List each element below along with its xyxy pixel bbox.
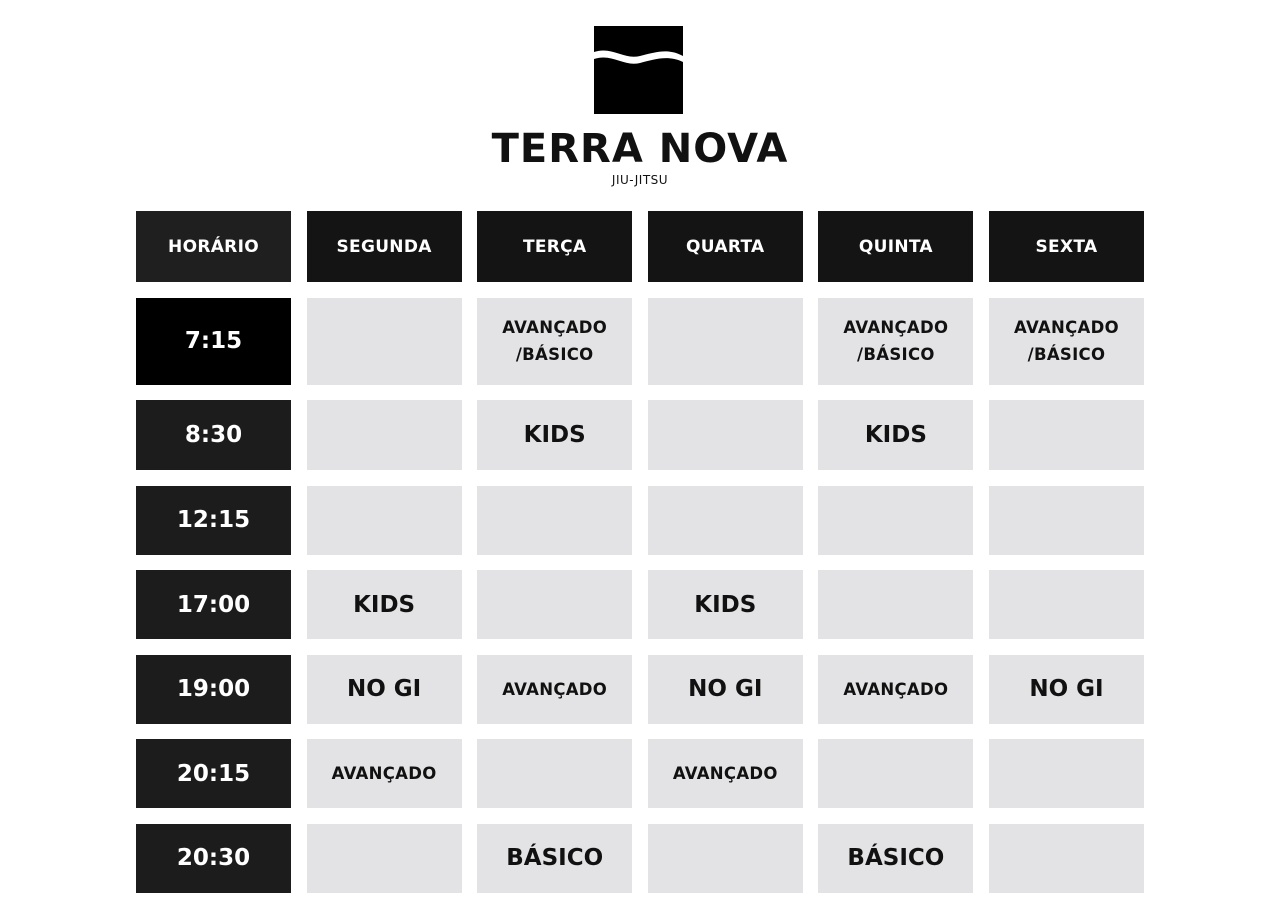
schedule-cell	[818, 486, 973, 555]
schedule-cell	[989, 570, 1144, 639]
schedule-cell: BÁSICO	[477, 824, 632, 893]
schedule-cell: NO GI	[989, 655, 1144, 724]
brand-name: TERRA NOVA	[491, 126, 789, 172]
schedule-cell: KIDS	[818, 400, 973, 470]
schedule-cell	[307, 400, 462, 470]
schedule-cell: AVANÇADO	[648, 739, 803, 808]
schedule-cell	[477, 570, 632, 639]
time-slot: 8:30	[136, 400, 291, 470]
schedule-cell: AVANÇADO	[307, 739, 462, 808]
schedule-cell	[648, 824, 803, 893]
header-segunda: SEGUNDA	[307, 211, 462, 282]
header-sexta: SEXTA	[989, 211, 1144, 282]
schedule-cell	[648, 486, 803, 555]
schedule-cell	[307, 486, 462, 555]
schedule-cell: AVANÇADO	[818, 655, 973, 724]
time-slot: 17:00	[136, 570, 291, 639]
schedule-cell: KIDS	[307, 570, 462, 639]
header-horario: HORÁRIO	[136, 211, 291, 282]
schedule-cell: KIDS	[477, 400, 632, 470]
time-slot: 12:15	[136, 486, 291, 555]
schedule-cell	[307, 298, 462, 385]
schedule-cell	[818, 739, 973, 808]
schedule-cell	[989, 486, 1144, 555]
schedule-cell	[818, 570, 973, 639]
header-quinta: QUINTA	[818, 211, 973, 282]
schedule-cell	[648, 298, 803, 385]
schedule-cell	[477, 739, 632, 808]
schedule-cell	[307, 824, 462, 893]
schedule-table	[136, 211, 1144, 893]
schedule-cell: BÁSICO	[818, 824, 973, 893]
schedule-cell: NO GI	[307, 655, 462, 724]
time-slot: 20:15	[136, 739, 291, 808]
brand-subtitle: JIU-JITSU	[611, 173, 669, 187]
header-quarta: QUARTA	[648, 211, 803, 282]
schedule-cell: AVANÇADO	[477, 655, 632, 724]
schedule-cell	[989, 739, 1144, 808]
schedule-cell	[648, 400, 803, 470]
time-slot: 19:00	[136, 655, 291, 724]
schedule-cell	[989, 824, 1144, 893]
schedule-cell: KIDS	[648, 570, 803, 639]
time-slot: 20:30	[136, 824, 291, 893]
schedule-cell: AVANÇADO /BÁSICO	[989, 298, 1144, 385]
schedule-cell: AVANÇADO /BÁSICO	[818, 298, 973, 385]
schedule-cell	[989, 400, 1144, 470]
header-terca: TERÇA	[477, 211, 632, 282]
schedule-cell: AVANÇADO /BÁSICO	[477, 298, 632, 385]
schedule-cell	[477, 486, 632, 555]
wave-square-logo-icon	[594, 26, 683, 114]
schedule-cell: NO GI	[648, 655, 803, 724]
time-slot: 7:15	[136, 298, 291, 385]
